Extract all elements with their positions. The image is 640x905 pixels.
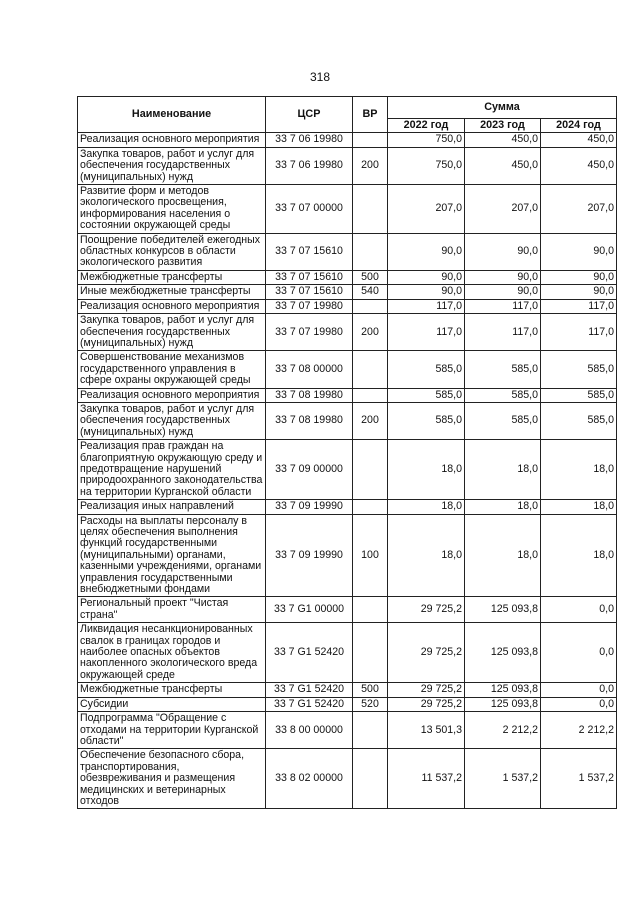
cell-2024: 207,0 <box>541 185 617 234</box>
cell-csr: 33 7 07 15610 <box>266 270 353 284</box>
cell-2022: 585,0 <box>388 351 465 388</box>
cell-name: Реализация основного мероприятия <box>78 388 266 402</box>
cell-2023: 125 093,8 <box>465 697 541 711</box>
cell-2022: 90,0 <box>388 233 465 270</box>
cell-name: Субсидии <box>78 697 266 711</box>
cell-2024: 18,0 <box>541 440 617 500</box>
cell-name: Поощрение победителей ежегодных областных конкурсов в области экологического развития <box>78 233 266 270</box>
cell-name: Межбюджетные трансферты <box>78 270 266 284</box>
cell-2022: 29 725,2 <box>388 623 465 683</box>
cell-csr: 33 7 08 19980 <box>266 402 353 439</box>
cell-csr: 33 8 02 00000 <box>266 749 353 809</box>
cell-2024: 117,0 <box>541 314 617 351</box>
cell-2023: 450,0 <box>465 147 541 184</box>
table-row <box>78 623 617 683</box>
cell-name: Ликвидация несанкционированных свалок в границах городов и наиболее опасных объектов накопленного экологического вреда окружающей среде <box>78 623 266 683</box>
cell-vr <box>353 440 388 500</box>
cell-2022: 117,0 <box>388 299 465 313</box>
budget-table <box>77 96 617 809</box>
cell-csr: 33 7 07 00000 <box>266 185 353 234</box>
cell-vr: 520 <box>353 697 388 711</box>
cell-csr: 33 7 09 19990 <box>266 500 353 514</box>
cell-name: Расходы на выплаты персоналу в целях обеспечения выполнения функций государственными (муниципальными) органами, казенными учреждениями, органами управления государственными внебюджетными фондами <box>78 514 266 597</box>
cell-2022: 18,0 <box>388 440 465 500</box>
cell-2022: 585,0 <box>388 388 465 402</box>
cell-name: Закупка товаров, работ и услуг для обеспечения государственных (муниципальных) нужд <box>78 402 266 439</box>
cell-csr: 33 7 G1 52420 <box>266 623 353 683</box>
cell-csr: 33 7 G1 00000 <box>266 597 353 623</box>
cell-2023: 1 537,2 <box>465 749 541 809</box>
cell-csr: 33 7 G1 52420 <box>266 683 353 697</box>
table-row <box>78 697 617 711</box>
cell-2024: 450,0 <box>541 147 617 184</box>
cell-vr <box>353 597 388 623</box>
cell-vr <box>353 185 388 234</box>
cell-2023: 125 093,8 <box>465 623 541 683</box>
cell-csr: 33 7 07 15610 <box>266 285 353 299</box>
cell-vr: 200 <box>353 402 388 439</box>
cell-2022: 90,0 <box>388 285 465 299</box>
cell-name: Развитие форм и методов экологического просвещения, информирования населения о состоянии окружающей среды <box>78 185 266 234</box>
cell-2022: 13 501,3 <box>388 712 465 749</box>
table-row <box>78 270 617 284</box>
cell-2024: 0,0 <box>541 623 617 683</box>
cell-csr: 33 7 06 19980 <box>266 133 353 147</box>
table-row <box>78 749 617 809</box>
cell-2022: 750,0 <box>388 147 465 184</box>
cell-2024: 450,0 <box>541 133 617 147</box>
header-year-2022: 2022 год <box>388 119 465 133</box>
cell-name: Закупка товаров, работ и услуг для обеспечения государственных (муниципальных) нужд <box>78 314 266 351</box>
cell-2022: 90,0 <box>388 270 465 284</box>
cell-vr <box>353 351 388 388</box>
cell-vr <box>353 233 388 270</box>
table-row <box>78 351 617 388</box>
table-body <box>78 133 617 809</box>
table-row <box>78 500 617 514</box>
cell-csr: 33 7 07 19980 <box>266 299 353 313</box>
table-row <box>78 683 617 697</box>
cell-2023: 90,0 <box>465 285 541 299</box>
cell-2023: 90,0 <box>465 233 541 270</box>
header-year-2024: 2024 год <box>541 119 617 133</box>
table-row <box>78 597 617 623</box>
cell-csr: 33 7 08 00000 <box>266 351 353 388</box>
cell-2024: 90,0 <box>541 233 617 270</box>
cell-name: Закупка товаров, работ и услуг для обеспечения государственных (муниципальных) нужд <box>78 147 266 184</box>
cell-2022: 11 537,2 <box>388 749 465 809</box>
cell-vr <box>353 749 388 809</box>
cell-2023: 207,0 <box>465 185 541 234</box>
cell-name: Межбюджетные трансферты <box>78 683 266 697</box>
cell-2022: 18,0 <box>388 514 465 597</box>
cell-2024: 585,0 <box>541 388 617 402</box>
cell-2024: 90,0 <box>541 285 617 299</box>
cell-name: Подпрограмма "Обращение с отходами на территории Курганской области" <box>78 712 266 749</box>
cell-2023: 117,0 <box>465 299 541 313</box>
cell-2023: 18,0 <box>465 514 541 597</box>
cell-name: Реализация основного мероприятия <box>78 133 266 147</box>
cell-2024: 18,0 <box>541 500 617 514</box>
cell-2023: 585,0 <box>465 388 541 402</box>
table-row <box>78 133 617 147</box>
cell-vr <box>353 500 388 514</box>
table-row <box>78 285 617 299</box>
cell-2023: 125 093,8 <box>465 597 541 623</box>
cell-name: Иные межбюджетные трансферты <box>78 285 266 299</box>
cell-2024: 117,0 <box>541 299 617 313</box>
cell-2022: 750,0 <box>388 133 465 147</box>
cell-csr: 33 7 07 19980 <box>266 314 353 351</box>
cell-2024: 2 212,2 <box>541 712 617 749</box>
table-row <box>78 402 617 439</box>
cell-2022: 117,0 <box>388 314 465 351</box>
table-row <box>78 314 617 351</box>
header-row <box>78 97 617 119</box>
cell-2022: 29 725,2 <box>388 597 465 623</box>
cell-name: Реализация иных направлений <box>78 500 266 514</box>
cell-vr: 200 <box>353 147 388 184</box>
cell-vr <box>353 299 388 313</box>
cell-2024: 0,0 <box>541 597 617 623</box>
cell-2022: 29 725,2 <box>388 697 465 711</box>
header-year-2023: 2023 год <box>465 119 541 133</box>
header-csr: ЦСР <box>266 97 353 133</box>
cell-2023: 2 212,2 <box>465 712 541 749</box>
cell-vr <box>353 388 388 402</box>
table-row <box>78 388 617 402</box>
cell-name: Обеспечение безопасного сбора, транспортирования, обезвреживания и размещения медицинских и ветеринарных отходов <box>78 749 266 809</box>
cell-2022: 585,0 <box>388 402 465 439</box>
cell-2024: 585,0 <box>541 351 617 388</box>
table-row <box>78 233 617 270</box>
cell-csr: 33 7 G1 52420 <box>266 697 353 711</box>
cell-2023: 117,0 <box>465 314 541 351</box>
cell-csr: 33 7 08 19980 <box>266 388 353 402</box>
cell-csr: 33 7 09 00000 <box>266 440 353 500</box>
cell-2022: 207,0 <box>388 185 465 234</box>
cell-csr: 33 7 06 19980 <box>266 147 353 184</box>
table-row <box>78 712 617 749</box>
cell-2022: 18,0 <box>388 500 465 514</box>
cell-vr: 100 <box>353 514 388 597</box>
cell-vr: 500 <box>353 683 388 697</box>
table-row <box>78 514 617 597</box>
header-name: Наименование <box>78 97 266 133</box>
header-sum: Сумма <box>388 97 617 119</box>
cell-vr: 500 <box>353 270 388 284</box>
cell-name: Региональный проект "Чистая страна" <box>78 597 266 623</box>
cell-2023: 585,0 <box>465 402 541 439</box>
cell-2023: 90,0 <box>465 270 541 284</box>
cell-2023: 18,0 <box>465 500 541 514</box>
cell-2024: 0,0 <box>541 697 617 711</box>
cell-vr <box>353 133 388 147</box>
cell-2024: 0,0 <box>541 683 617 697</box>
cell-vr: 200 <box>353 314 388 351</box>
cell-csr: 33 8 00 00000 <box>266 712 353 749</box>
cell-csr: 33 7 09 19990 <box>266 514 353 597</box>
cell-2024: 18,0 <box>541 514 617 597</box>
cell-name: Реализация основного мероприятия <box>78 299 266 313</box>
cell-2024: 90,0 <box>541 270 617 284</box>
page-number: 318 <box>309 70 331 84</box>
cell-csr: 33 7 07 15610 <box>266 233 353 270</box>
cell-2024: 585,0 <box>541 402 617 439</box>
cell-vr <box>353 712 388 749</box>
cell-vr: 540 <box>353 285 388 299</box>
table-row <box>78 299 617 313</box>
cell-2023: 18,0 <box>465 440 541 500</box>
cell-name: Реализация прав граждан на благоприятную окружающую среду и предотвращение нарушений природоохранного законодательства на территории Курганской области <box>78 440 266 500</box>
cell-vr <box>353 623 388 683</box>
cell-2023: 450,0 <box>465 133 541 147</box>
table-row <box>78 147 617 184</box>
cell-2023: 585,0 <box>465 351 541 388</box>
cell-2022: 29 725,2 <box>388 683 465 697</box>
table-row <box>78 440 617 500</box>
header-vr: ВР <box>353 97 388 133</box>
cell-name: Совершенствование механизмов государственного управления в сфере охраны окружающей среды <box>78 351 266 388</box>
cell-2024: 1 537,2 <box>541 749 617 809</box>
cell-2023: 125 093,8 <box>465 683 541 697</box>
table-row <box>78 185 617 234</box>
